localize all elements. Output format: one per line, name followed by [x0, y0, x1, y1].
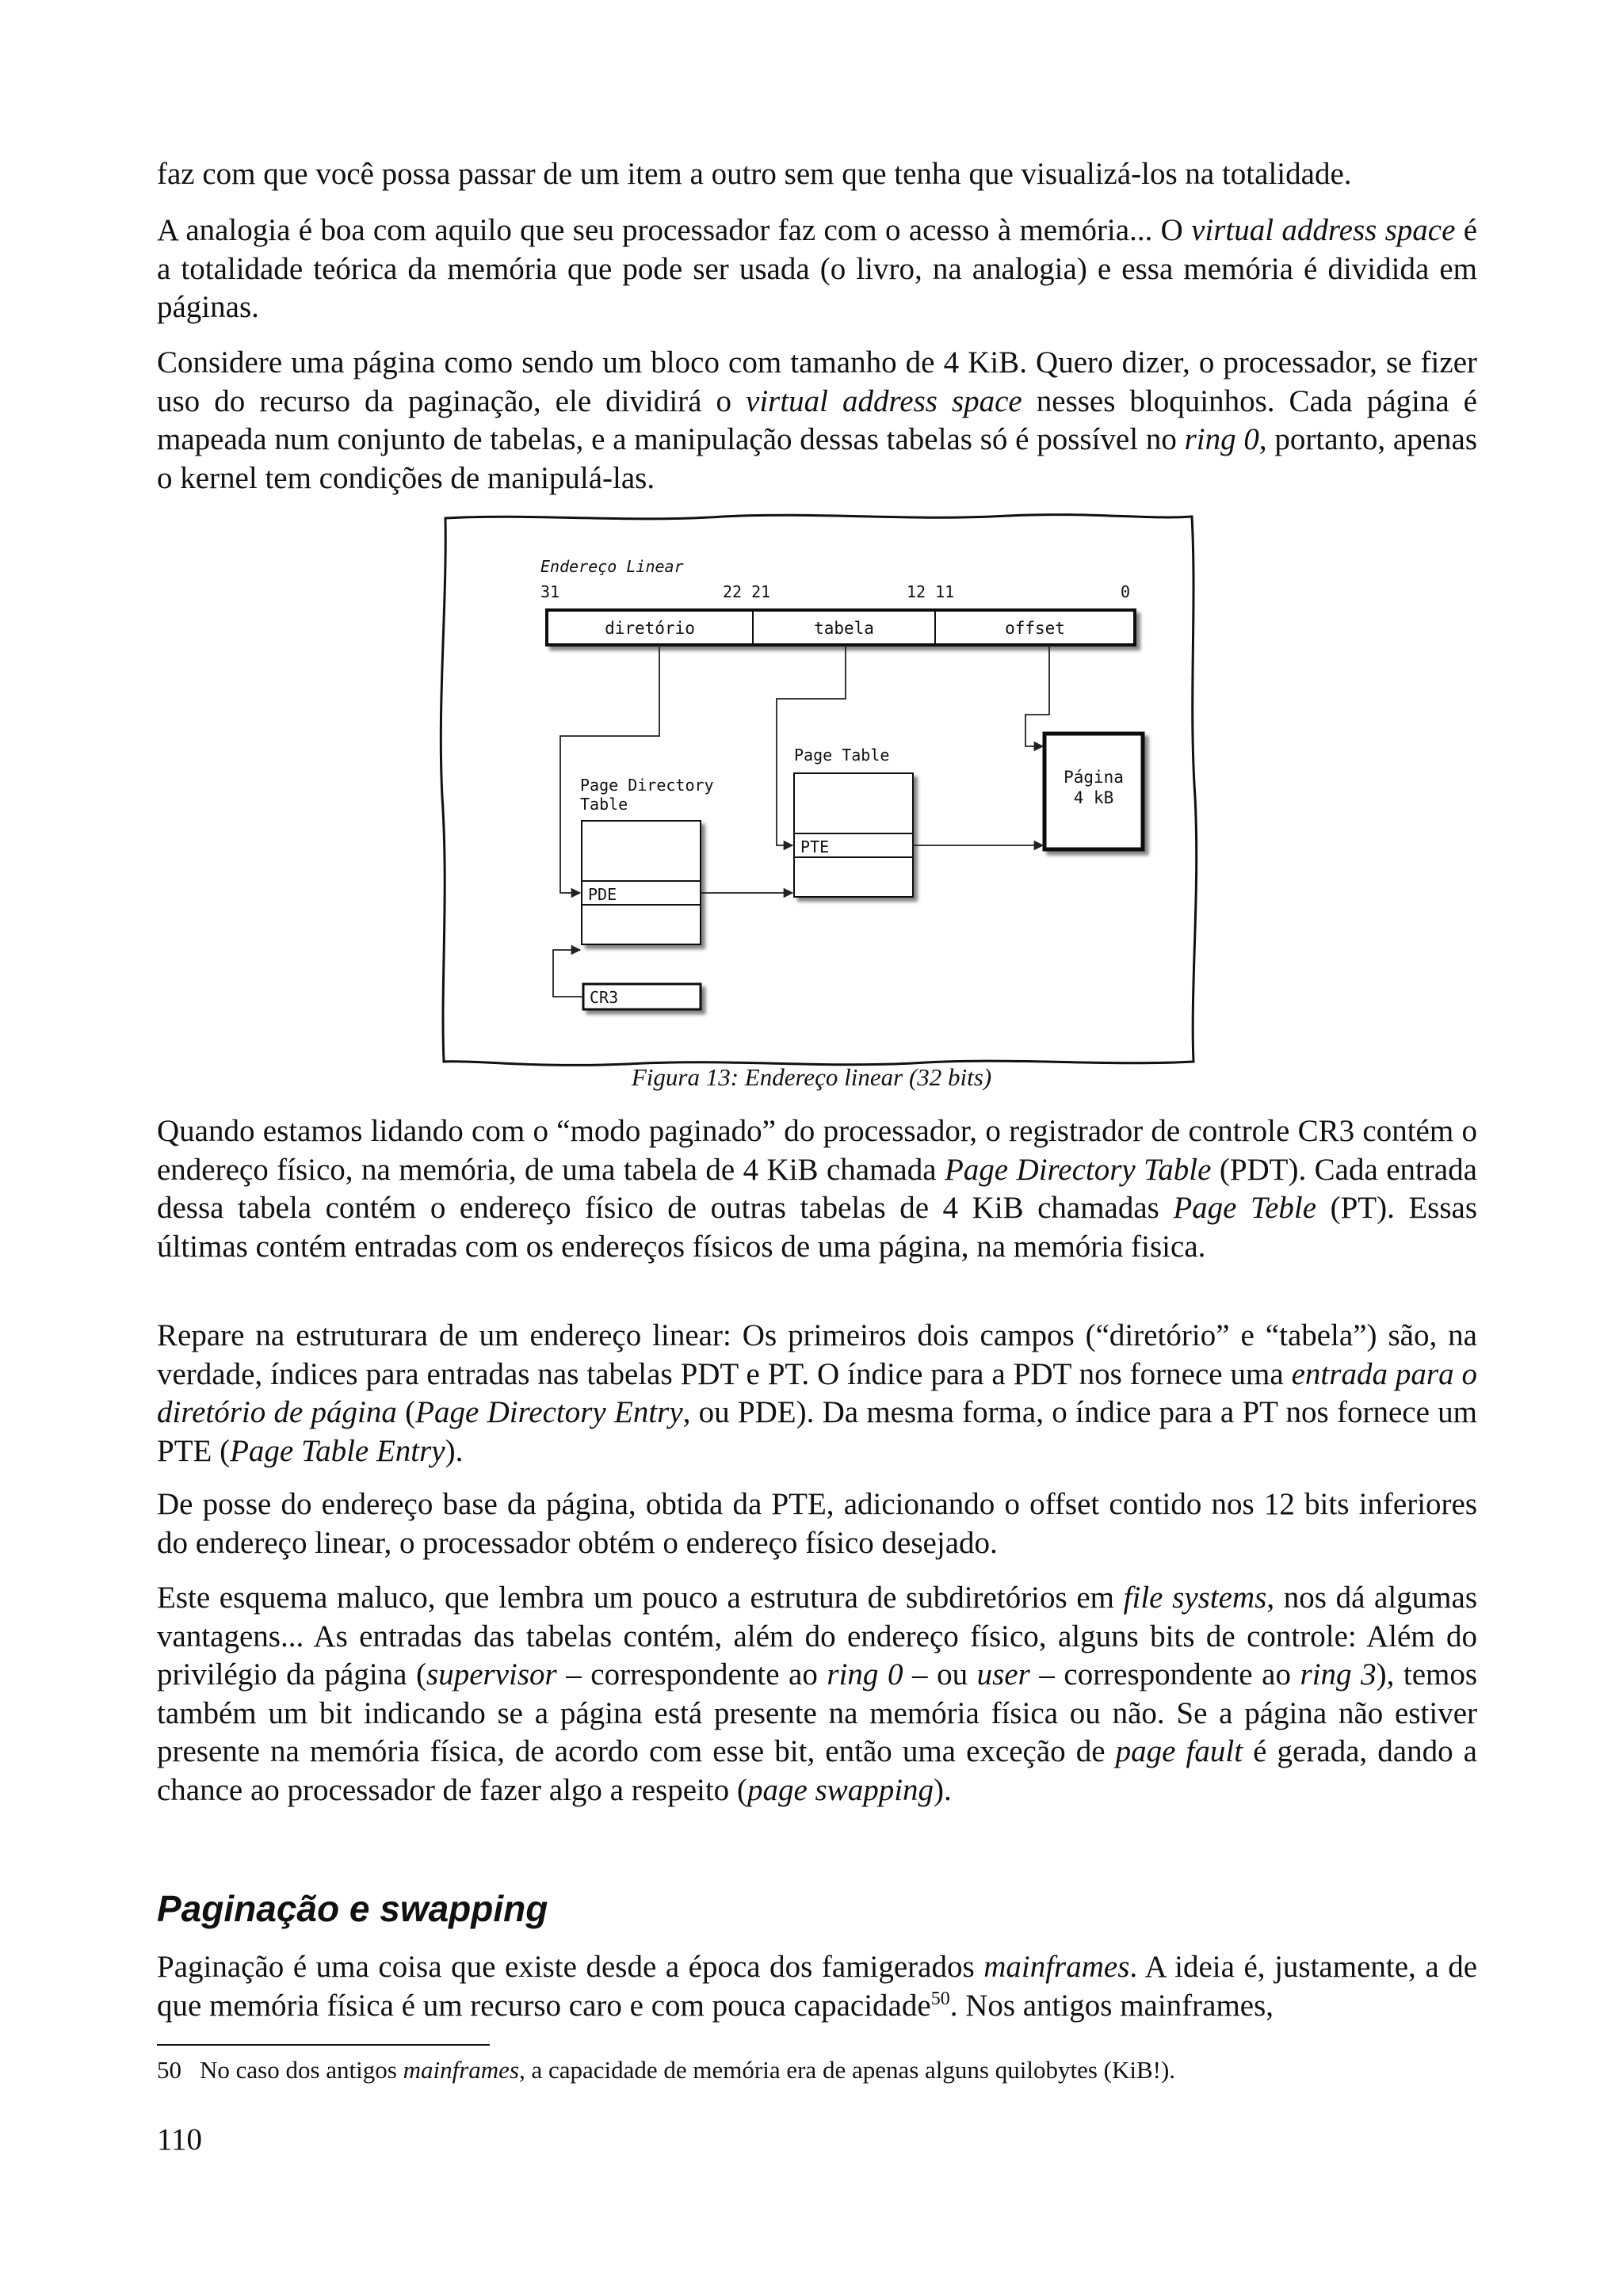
page-table-label: Page Table: [794, 746, 890, 765]
paragraph-2: A analogia é boa com aquilo que seu processador faz com o acesso à memória... O virtual address space é a totalidade teórica da memória que pode ser usada (o livro, na analogia) e essa memória é dividida em páginas.: [157, 213, 1478, 324]
linear-address-figure: [437, 512, 1198, 1066]
paragraph-6: De posse do endereço base da página, obtida da PTE, adicionando o offset contido nos 12 bits inferiores do endereço linear, o processador obtém o endereço físico desejado.: [157, 1487, 1477, 1560]
footnote: 50 No caso dos antigos mainframes, a capacidade de memória era de apenas alguns quilobytes (KiB!).: [157, 2054, 1477, 2086]
field-table: tabela: [814, 619, 874, 638]
paragraph-4: Quando estamos lidando com o “modo paginado” do processador, o registrador de controle CR3 contém o endereço físico, na memória, de uma tabela de 4 KiB chamada Page Directory Table (PDT). Cada entrada dessa tabela contém o endereço físico de outras tabelas de 4 KiB chamadas Page Teble (PT). Essas últimas contém entradas com os endereços físicos de uma página, na memória fisica.: [157, 1114, 1478, 1264]
figure-caption: Figura 13: Endereço linear (32 bits): [631, 1063, 992, 1091]
footnote-divider: [157, 2044, 490, 2046]
page-table-box: [794, 773, 913, 897]
footnote-number: 50: [157, 2056, 181, 2084]
field-directory: diretório: [605, 619, 695, 638]
page-directory-box: [582, 821, 701, 944]
bit-12-11-label: 12 11: [907, 582, 955, 601]
paragraph-7: Este esquema maluco, que lembra um pouco a estrutura de subdiretórios em file systems, nos dá algumas vantagens... As entradas das tabelas contém, além do endereço físico, alguns bits de controle: Além do privilégio da página (supervisor – correspondente ao ring 0 – ou user – correspondente ao ring 3), temos também um bit indicando se a página está presente na memória física ou não. Se a página não estiver presente na memória física, de acordo com esse bit, então uma exceção de page fault é gerada, dando a chance ao processador de fazer algo a respeito (page swapping).: [157, 1581, 1478, 1807]
page-number: 110: [157, 2122, 203, 2157]
paragraph-8: Paginação é uma coisa que existe desde a época dos famigerados mainframes. A ideia é, justamente, a de que memória física é um recurso caro e com pouca capacidade$^{50}$. Nos antigos mainframes,: [157, 1950, 1478, 2023]
paragraph-5: Repare na estruturara de um endereço linear: Os primeiros dois campos (“diretório” e “tabela”) são, na verdade, índices para entradas nas tabelas PDT e PT. O índice para a PDT nos fornece uma entrada para o diretório de página (Page Directory Entry, ou PDE). Da mesma forma, o índice para a PT nos fornece um PTE (Page Table Entry).: [157, 1318, 1478, 1468]
footnote-ref[interactable]: 50: [930, 1988, 950, 2009]
section-heading: Paginação e swapping: [157, 1888, 548, 1929]
cr3-label: CR3: [590, 988, 619, 1007]
pdt-label-line1: Page Directory: [580, 776, 714, 795]
page-label-line1: Página: [1064, 768, 1124, 787]
bit-31-label: 31: [540, 582, 560, 601]
bit-22-21-label: 22 21: [723, 582, 771, 601]
figure-title: Endereço Linear: [540, 557, 684, 576]
paragraph-3: Considere uma página como sendo um bloco com tamanho de 4 KiB. Quero dizer, o processador, se fizer uso do recurso da paginação, ele dividirá o virtual address space nesses bloquinhos. Cada página é mapeada num conjunto de tabelas, e a manipulação dessas tabelas só é possível no ring 0, portanto, apenas o kernel tem condições de manipulá-las.: [157, 345, 1478, 495]
paragraph-1: faz com que você possa passar de um item a outro sem que tenha que visualizá-los na totalidade.: [157, 157, 1352, 191]
page-label-line2: 4 kB: [1073, 788, 1114, 807]
field-offset: offset: [1005, 619, 1065, 638]
pde-label: PDE: [588, 885, 617, 904]
pte-label: PTE: [800, 837, 830, 856]
pdt-label-line2: Table: [580, 795, 628, 814]
bit-0-label: 0: [1121, 582, 1131, 601]
